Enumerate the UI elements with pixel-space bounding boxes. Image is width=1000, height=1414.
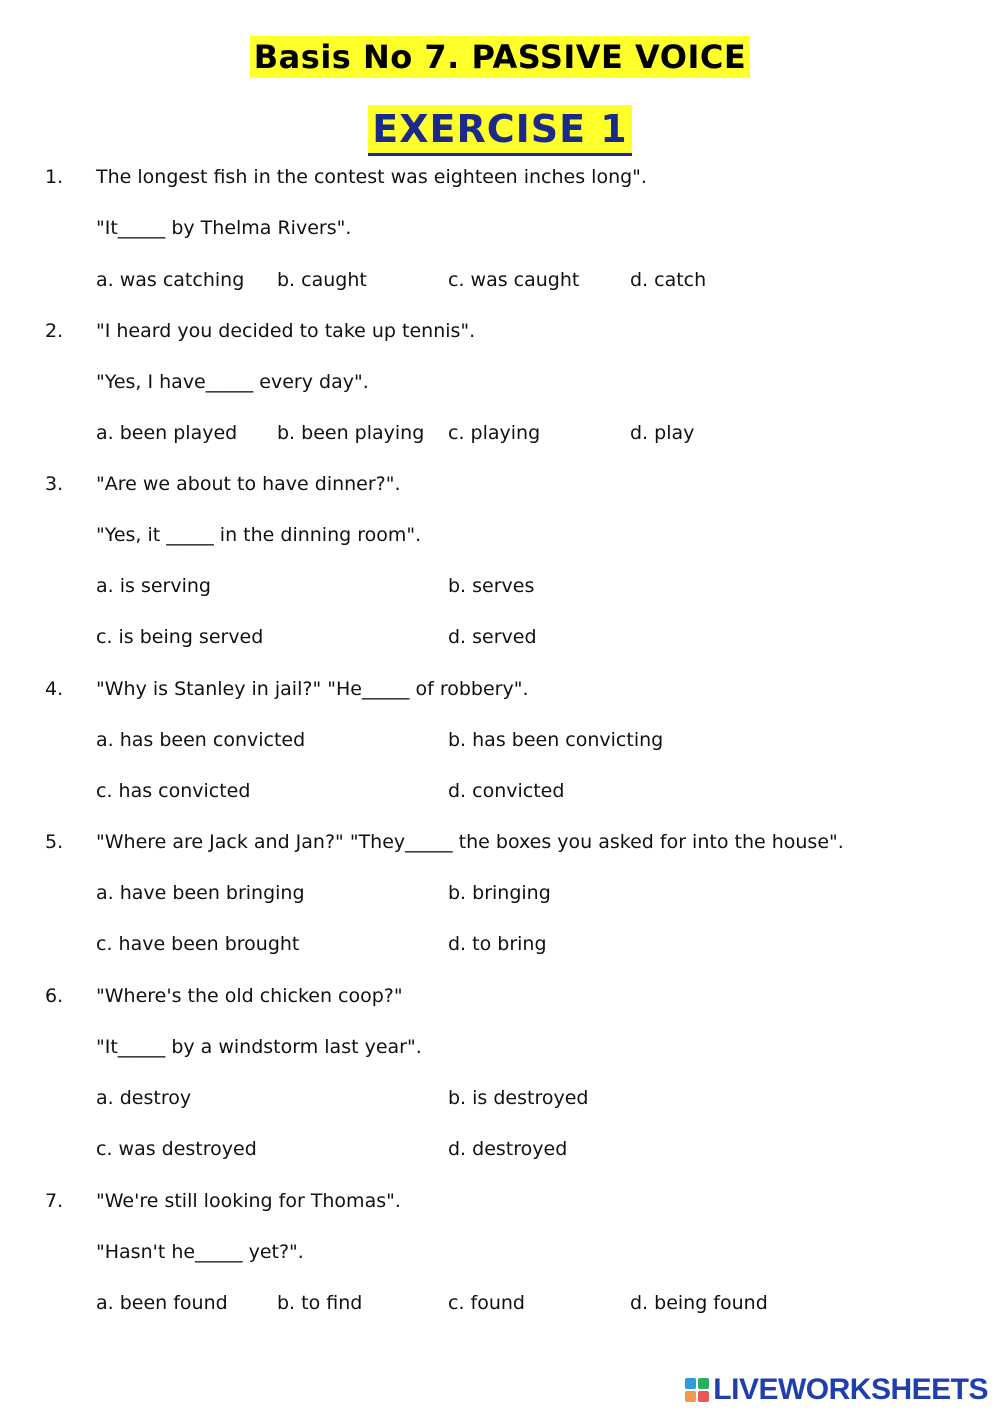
option-b[interactable]: b. to find [277, 1292, 363, 1314]
exercise-title-text: EXERCISE 1 [368, 105, 632, 156]
option-a[interactable]: a. destroy [96, 1087, 192, 1109]
question-text: "Yes, it _____ in the dinning room". [96, 524, 422, 546]
question-text: "Hasn't he_____ yet?". [96, 1241, 304, 1263]
liveworksheets-logo-icon [685, 1378, 709, 1402]
page-title-text: Basis No 7. PASSIVE VOICE [250, 36, 750, 78]
question-number: 3. [45, 473, 64, 495]
page-title [0, 38, 1000, 76]
option-a[interactable]: a. have been bringing [96, 882, 305, 904]
question-number: 6. [45, 985, 64, 1007]
question-text: "Where are Jack and Jan?" "They_____ the boxes you asked for into the house". [96, 831, 844, 853]
question-text: "Why is Stanley in jail?" "He_____ of robbery". [96, 678, 529, 700]
option-a[interactable]: a. was catching [96, 269, 245, 291]
option-b[interactable]: b. caught [277, 269, 367, 291]
option-a[interactable]: a. been found [96, 1292, 228, 1314]
option-b[interactable]: b. been playing [277, 422, 425, 444]
option-a[interactable]: a. has been convicted [96, 729, 306, 751]
option-c[interactable]: c. was caught [448, 269, 580, 291]
question-text: "It_____ by Thelma Rivers". [96, 217, 352, 239]
option-d[interactable]: d. convicted [448, 780, 565, 802]
exercise-title [0, 107, 1000, 151]
option-c[interactable]: c. is being served [96, 626, 264, 648]
option-a[interactable]: a. been played [96, 422, 238, 444]
option-a[interactable]: a. is serving [96, 575, 211, 597]
option-d[interactable]: d. served [448, 626, 537, 648]
option-d[interactable]: d. catch [630, 269, 707, 291]
question-number: 4. [45, 678, 64, 700]
option-c[interactable]: c. found [448, 1292, 525, 1314]
option-b[interactable]: b. is destroyed [448, 1087, 589, 1109]
question-number: 5. [45, 831, 64, 853]
option-d[interactable]: d. being found [630, 1292, 768, 1314]
question-text: "I heard you decided to take up tennis". [96, 320, 476, 342]
option-d[interactable]: d. to bring [448, 933, 547, 955]
question-text: "We're still looking for Thomas". [96, 1190, 401, 1212]
question-number: 2. [45, 320, 64, 342]
option-c[interactable]: c. has convicted [96, 780, 251, 802]
option-c[interactable]: c. playing [448, 422, 541, 444]
watermark-text: LIVEWORKSHEETS [713, 1373, 988, 1406]
question-text: "It_____ by a windstorm last year". [96, 1036, 422, 1058]
question-number: 1. [45, 166, 64, 188]
option-b[interactable]: b. bringing [448, 882, 551, 904]
option-b[interactable]: b. has been convicting [448, 729, 664, 751]
option-b[interactable]: b. serves [448, 575, 535, 597]
question-text: "Are we about to have dinner?". [96, 473, 401, 495]
option-d[interactable]: d. play [630, 422, 695, 444]
question-number: 7. [45, 1190, 64, 1212]
question-text: The longest fish in the contest was eighteen inches long". [96, 166, 647, 188]
liveworksheets-watermark [685, 1374, 988, 1406]
question-text: "Where's the old chicken coop?" [96, 985, 403, 1007]
question-text: "Yes, I have_____ every day". [96, 371, 369, 393]
option-c[interactable]: c. was destroyed [96, 1138, 257, 1160]
option-c[interactable]: c. have been brought [96, 933, 300, 955]
option-d[interactable]: d. destroyed [448, 1138, 568, 1160]
